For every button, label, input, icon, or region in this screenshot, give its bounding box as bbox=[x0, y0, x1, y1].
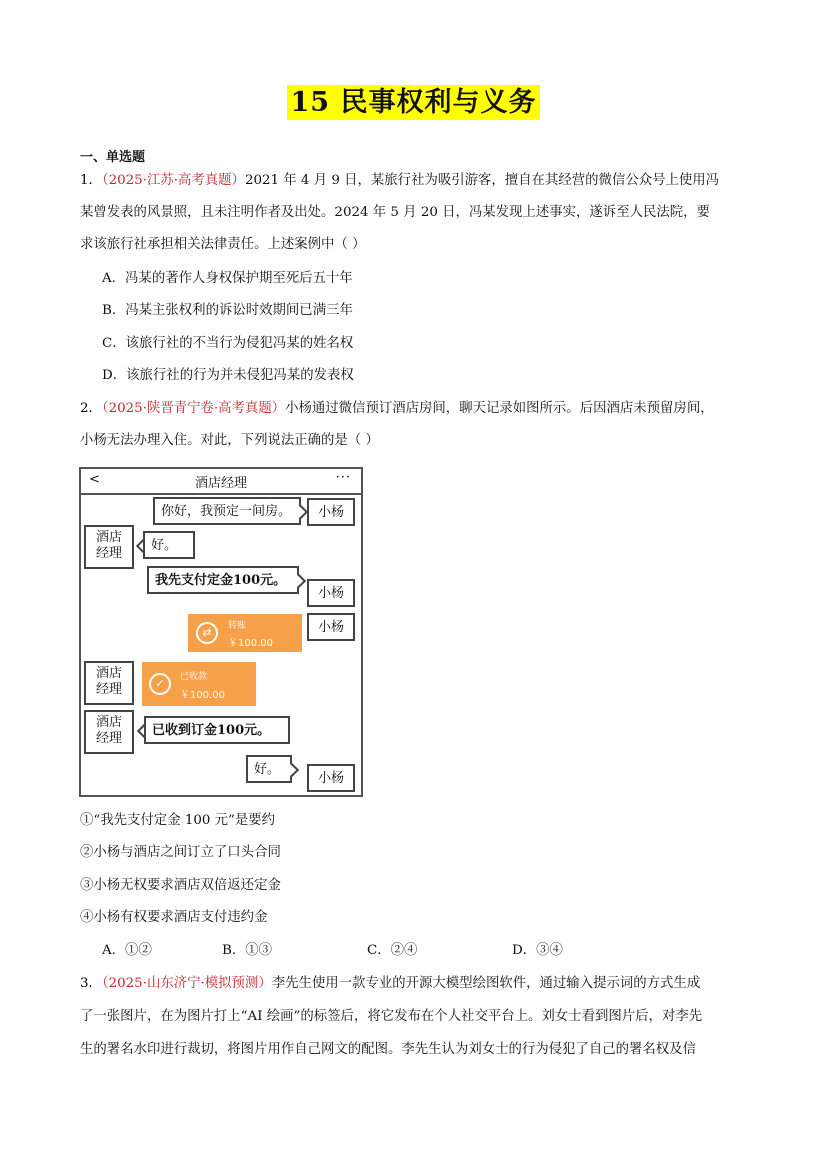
q1-option-b: B．冯某主张权利的诉讼时效期间已满三年 bbox=[102, 303, 353, 318]
chat-header bbox=[81, 469, 361, 495]
q2-source: （2025·陕晋青宁卷·高考真题） bbox=[101, 401, 286, 416]
received-amount: ￥100.00 bbox=[180, 690, 225, 701]
q2-line1 bbox=[80, 399, 714, 419]
q1-option-a: A．冯某的著作人身权保护期至死后五十年 bbox=[102, 271, 353, 286]
q1-option-c: C．该旅行社的不当行为侵犯冯某的姓名权 bbox=[102, 336, 354, 351]
q2-choice-b: B．①③ bbox=[222, 943, 273, 958]
page-title bbox=[0, 80, 827, 119]
q3-source: （2025·山东济宁·模拟预测） bbox=[101, 976, 272, 991]
q2-choice-d: D．③④ bbox=[512, 943, 563, 958]
q3-line3: 生的署名水印进行裁切，将图片用作自己网文的配图。李先生认为刘女士的行为侵犯了自己的署名权及信 bbox=[80, 1042, 696, 1057]
transfer-amount: ￥100.00 bbox=[228, 638, 273, 649]
chat-message-3: 我先支付定金100元。 bbox=[147, 566, 299, 594]
received-label: 已收款 bbox=[180, 672, 208, 682]
q3-text1: 李先生使用一款专业的开源大模型绘图软件，通过输入提示词的方式生成 bbox=[271, 976, 701, 991]
q1-line1 bbox=[80, 171, 719, 191]
manager-name-line1: 酒店 bbox=[95, 715, 122, 730]
q1-text1: 2021 年 4 月 9 日，某旅行社为吸引游客，擅自在其经营的微信公众号上使用冯 bbox=[244, 173, 720, 188]
transfer-icon: ⇄ bbox=[196, 622, 218, 644]
q1-number: 1． bbox=[80, 173, 102, 188]
manager-name-line2: 经理 bbox=[95, 731, 122, 746]
q2-statement-2: ②小杨与酒店之间订立了口头合同 bbox=[80, 845, 281, 860]
q2-choice-c: C．②④ bbox=[367, 943, 418, 958]
manager-name-line2: 经理 bbox=[95, 682, 122, 697]
back-arrow-icon: < bbox=[89, 472, 100, 487]
q2-number: 2． bbox=[80, 401, 102, 416]
page-title-text: 15 民事权利与义务 bbox=[287, 85, 541, 120]
q3-line1 bbox=[80, 974, 700, 994]
avatar-xiaoyang-4: 小杨 bbox=[307, 764, 355, 792]
check-icon: ✓ bbox=[149, 673, 171, 695]
chat-screenshot bbox=[79, 467, 363, 797]
transfer-card bbox=[188, 614, 302, 652]
q1-option-d: D．该旅行社的行为并未侵犯冯某的发表权 bbox=[102, 368, 354, 383]
avatar-xiaoyang-2: 小杨 bbox=[307, 579, 355, 607]
chat-message-5: 好。 bbox=[246, 755, 292, 783]
avatar-xiaoyang-1: 小杨 bbox=[307, 498, 355, 526]
received-card bbox=[142, 662, 256, 706]
manager-name-line2: 经理 bbox=[95, 546, 122, 561]
chat-message-1: 你好，我预定一间房。 bbox=[153, 497, 301, 525]
manager-name-line1: 酒店 bbox=[95, 530, 122, 545]
chat-message-4: 已收到订金100元。 bbox=[144, 716, 290, 744]
q1-line3: 求该旅行社承担相关法律责任。上述案例中（ ） bbox=[80, 237, 366, 252]
avatar-xiaoyang-3: 小杨 bbox=[307, 613, 355, 641]
avatar-manager-3 bbox=[84, 710, 134, 754]
section-heading: 一、单选题 bbox=[80, 150, 146, 165]
q1-source: （2025·江苏·高考真题） bbox=[101, 173, 245, 188]
q2-statement-1: ①“我先支付定金 100 元”是要约 bbox=[80, 813, 276, 828]
q2-choice-a: A．①② bbox=[102, 943, 152, 958]
q2-statement-3: ③小杨无权要求酒店双倍返还定金 bbox=[80, 878, 281, 893]
q3-line2: 了一张图片，在为图片打上“AI 绘画”的标签后，将它发布在个人社交平台上。刘女士看到图片后，对李先 bbox=[80, 1009, 703, 1024]
transfer-label: 转账 bbox=[228, 621, 247, 631]
q2-statement-4: ④小杨有权要求酒店支付违约金 bbox=[80, 910, 268, 925]
q1-line2: 某曾发表的风景照，且未注明作者及出处。2024 年 5 月 20 日，冯某发现上述事实，遂诉至人民法院，要 bbox=[80, 205, 710, 220]
chat-message-2: 好。 bbox=[143, 531, 195, 559]
q3-number: 3． bbox=[80, 976, 102, 991]
avatar-manager-2 bbox=[84, 661, 134, 705]
q2-line2: 小杨无法办理入住。对此，下列说法正确的是（ ） bbox=[80, 433, 379, 448]
q2-text1: 小杨通过微信预订酒店房间，聊天记录如图所示。后因酒店未预留房间， bbox=[285, 401, 714, 416]
more-options-icon: ··· bbox=[335, 470, 351, 485]
chat-title: 酒店经理 bbox=[194, 476, 247, 491]
manager-name-line1: 酒店 bbox=[95, 666, 122, 681]
avatar-manager-1 bbox=[84, 525, 134, 569]
